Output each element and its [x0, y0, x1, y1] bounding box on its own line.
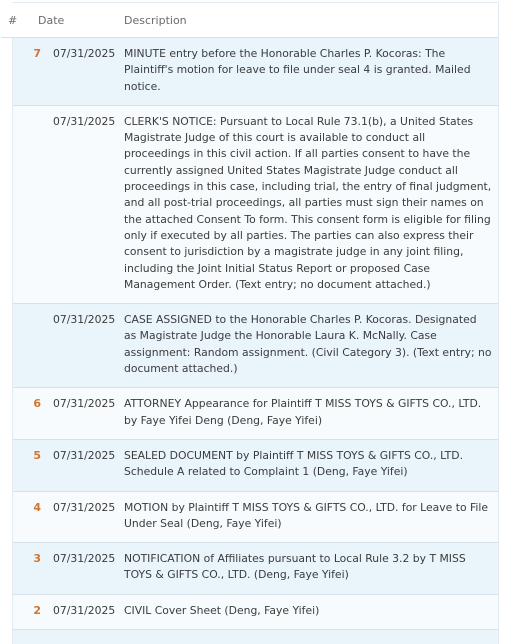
- entry-date: 07/31/2025: [53, 313, 116, 327]
- entry-number[interactable]: 6: [33, 397, 41, 411]
- docket-row: [13, 106, 498, 304]
- header-date: Date: [38, 13, 65, 27]
- entry-number: [13, 106, 41, 303]
- entry-date: 07/31/2025: [53, 448, 116, 462]
- docket-table: [8, 2, 499, 644]
- docket-row: [13, 388, 498, 440]
- docket-row-partial: [13, 630, 498, 644]
- entry-date: 07/31/2025: [53, 47, 116, 60]
- entry-description: ATTORNEY Appearance for Plaintiff T MISS TOYS & GIFTS CO., LTD. by Faye Yifei Deng (Deng, Faye Yifei): [124, 397, 482, 427]
- entry-description: CASE ASSIGNED to the Honorable Charles P. Kocoras. Designated as Magistrate Judge the Honorable Laura K. McNally. Case assignment: Random assignment. (Civil Category 3). (Text entry; no document attached.): [124, 313, 492, 376]
- entry-description: MINUTE entry before the Honorable Charles P. Kocoras: The Plaintiff's motion for leave to file under seal 4 is granted. Mailed notice.: [124, 47, 471, 93]
- entry-description: SEALED DOCUMENT by Plaintiff T MISS TOYS & GIFTS CO., LTD. Schedule A related to Complaint 1 (Deng, Faye Yifei): [124, 448, 464, 479]
- header-description: Description: [124, 13, 187, 27]
- entry-date: 07/31/2025: [53, 500, 116, 514]
- docket-row: [13, 440, 498, 492]
- header-number: #: [8, 13, 18, 27]
- docket-row: [13, 304, 498, 388]
- docket-row: [13, 543, 498, 595]
- entry-description: MOTION by Plaintiff T MISS TOYS & GIFTS CO., LTD. for Leave to File Under Seal (Deng, Faye Yifei): [124, 500, 489, 530]
- entry-number[interactable]: 5: [33, 448, 41, 462]
- entry-number[interactable]: 3: [33, 552, 41, 566]
- entry-number[interactable]: 2: [33, 603, 41, 617]
- entry-number[interactable]: 7: [33, 47, 41, 60]
- entry-description: NOTIFICATION of Affiliates pursuant to Local Rule 3.2 by T MISS TOYS & GIFTS CO., LTD. (Deng, Faye Yifei): [124, 552, 466, 582]
- entry-date: 07/31/2025: [53, 114, 116, 128]
- docket-header-row: [1, 3, 498, 38]
- entry-description: CIVIL Cover Sheet (Deng, Faye Yifei): [124, 603, 320, 617]
- entry-number: [13, 304, 41, 387]
- docket-row: [13, 38, 498, 106]
- entry-number[interactable]: 4: [33, 500, 41, 514]
- entry-description: CLERK'S NOTICE: Pursuant to Local Rule 73.1(b), a United States Magistrate Judge of this court is available to conduct all proceedings in this civil action. If all parties consent to have the currently assigned United States Magistrate Judge conduct all proceedings in this case, including trial, the entry of final judgment, and all post-trial proceedings, all parties must sign their names on the attached Consent To form. This consent form is eligible for filing only if executed by all parties. The parties can also express their consent to jurisdiction by a magistrate judge in any joint filing, including the Joint Initial Status Report or proposed Case Management Order. (Text entry; no document attached.): [124, 114, 492, 291]
- entry-date: 07/31/2025: [53, 603, 116, 617]
- docket-row: [13, 595, 498, 630]
- entry-date: 07/31/2025: [53, 552, 116, 566]
- entry-date: 07/31/2025: [53, 397, 116, 411]
- docket-row: [13, 492, 498, 544]
